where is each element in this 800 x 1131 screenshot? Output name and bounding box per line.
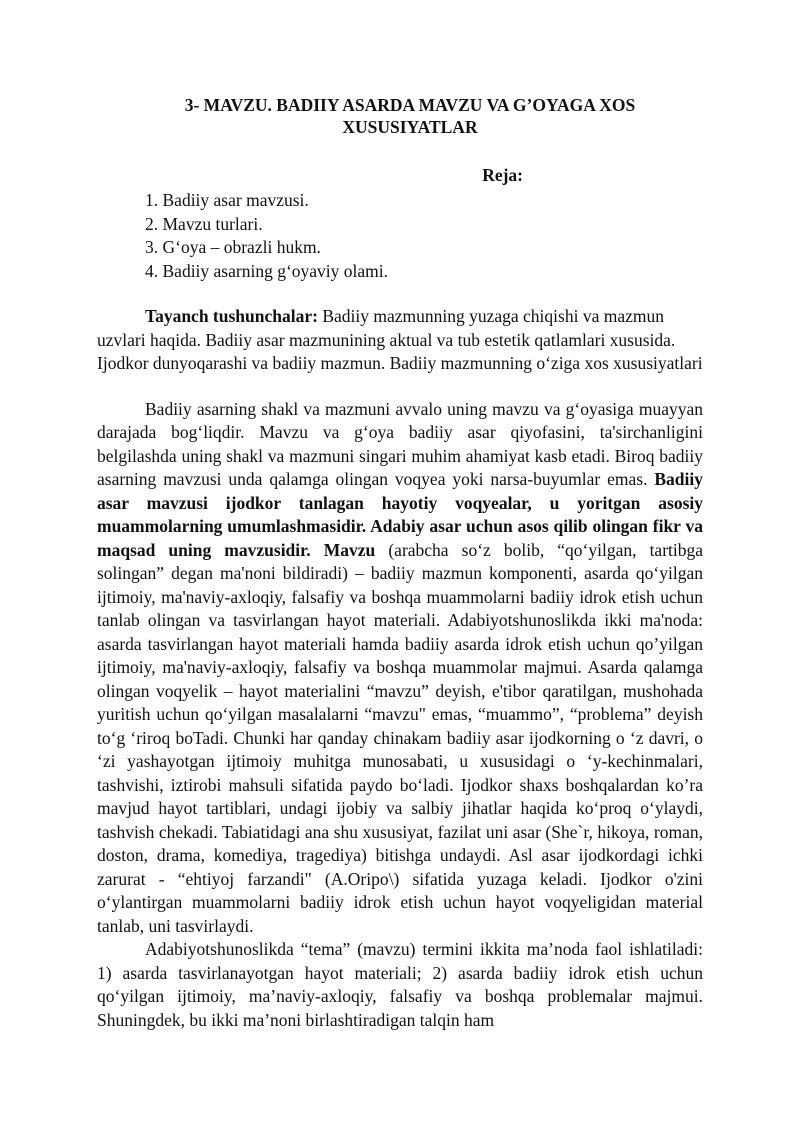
plan-item: 2. Mavzu turlari. bbox=[145, 213, 263, 234]
plan-heading: Reja: bbox=[482, 165, 523, 185]
plan-list bbox=[97, 189, 703, 283]
document-title bbox=[97, 94, 703, 138]
title-line-1: 3- MAVZU. BADIIY ASARDA MAVZU VA G’OYAGA XOS bbox=[184, 95, 636, 115]
plan-item: 3. G‘oya – obrazli hukm. bbox=[145, 237, 321, 257]
paragraph-1-intro: Badiiy asarning shakl va mazmuni avvalo uning mavzu va g‘oyasiga muayyan darajada bog‘liqdir. Mavzu va g‘oya badiiy asar qiyofasini, ta'sirchanligini belgilashda uning shakl va mazmuni singari muhim ahamiyat kasb etadi. Biroq badiiy asarning mavzusi unda qalamga olingan voqyea yoki narsa-buyumlar emas. bbox=[97, 398, 703, 489]
key-concepts-label: Tayanch tushunchalar: bbox=[145, 306, 318, 326]
body-paragraph-2: Adabiyotshunoslikda “tema” (mavzu) termini ikkita ma’noda faol ishlatiladi: 1) asarda tasvirlanayotgan hayot materiali; 2) asarda badiiy idrok etish uchun qo‘yilgan ijtimoiy, ma’naviy-axloqiy, falsafiy va boshqa problemalar majmui. Shuningdek, bu ikki ma’noni birlashtiradigan talqin ham bbox=[97, 939, 703, 1030]
plan-item: 1. Badiiy asar mavzusi. bbox=[145, 190, 309, 210]
title-line-2: XUSUSIYATLAR bbox=[342, 117, 478, 137]
key-concepts-text: Badiiy mazmunning yuzaga chiqishi va mazmun uzvlari haqida. Badiiy asar mazmunining aktual va tub estetik qatlamlari xususida. Ijodkor dunyoqarashi va badiiy mazmun. Badiiy mazmunning o‘ziga xos xususiyatlari bbox=[97, 306, 703, 373]
body-paragraph-1 bbox=[97, 398, 703, 939]
key-concepts-paragraph bbox=[97, 305, 703, 376]
paragraph-1-rest: (arabcha so‘z bolib, “qo‘yilgan, tartibga solingan” degan ma'noni bildiradi) – badiiy mazmun komponenti, asarda qo‘yilgan ijtimoiy, ma'naviy-axloqiy, falsafiy va boshqa muammolarni badiiy idrok etish uchun tanlab olingan va tasvirlangan hayot materiali. Adabiyotshunoslikda ikki ma'noda: asarda tasvirlangan hayot materiali hamda badiiy asarda idrok etish uchun qo’yilgan ijtimoiy, ma'naviy-axloqiy, falsafiy va boshqa muammolar majmui. Asarda qalamga olingan voqyelik – hayot materialini “mavzu” deyish, e'tibor qaratilgan, mushohada yuritish uchun qo‘yilgan masalalarni “mavzu" emas, “muammo”, “problema” deyish to‘g ‘riroq boTadi. Chunki har qanday chinakam badiiy asar ijodkorning o ‘z davri, o ‘zi yashayotgan ijtimoiy muhitga munosabati, u xususidagi o ‘y-kechinmalari, tashvishi, iztirobi mahsuli sifatida paydo bo‘ladi. Ijodkor shaxs boshqalardan ko’ra mavjud hayot tartiblari, undagi ijobiy va salbiy jihatlar haqida ko‘proq o‘ylaydi, tashvish chekadi. Tabiatidagi ana shu xususiyat, fazilat uni asar (She`r, hikoya, roman, doston, drama, komediya, tragediya) bitishga undaydi. Asl asar ijodkordagi ichki zarurat - “ehtiyoj farzandi" (A.Oripo\) sifatida yuzaga keladi. Ijodkor o'zini o‘ylantirgan muammolarni badiiy idrok etish uchun hayot voqyeligidan material tanlab, uni tasvirlaydi. bbox=[97, 539, 704, 936]
plan-item: 4. Badiiy asarning g‘oyaviy olami. bbox=[145, 260, 389, 281]
document-page bbox=[97, 94, 703, 1032]
paragraph-1-definition: Badiiy asar mavzusi ijodkor tanlagan hayotiy voqyealar, u yoritgan asosiy muammolarning umumlashmasidir. Adabiy asar uchun asos qilib olingan fikr va maqsad uning mavzusidir. Mavzu bbox=[97, 469, 703, 560]
